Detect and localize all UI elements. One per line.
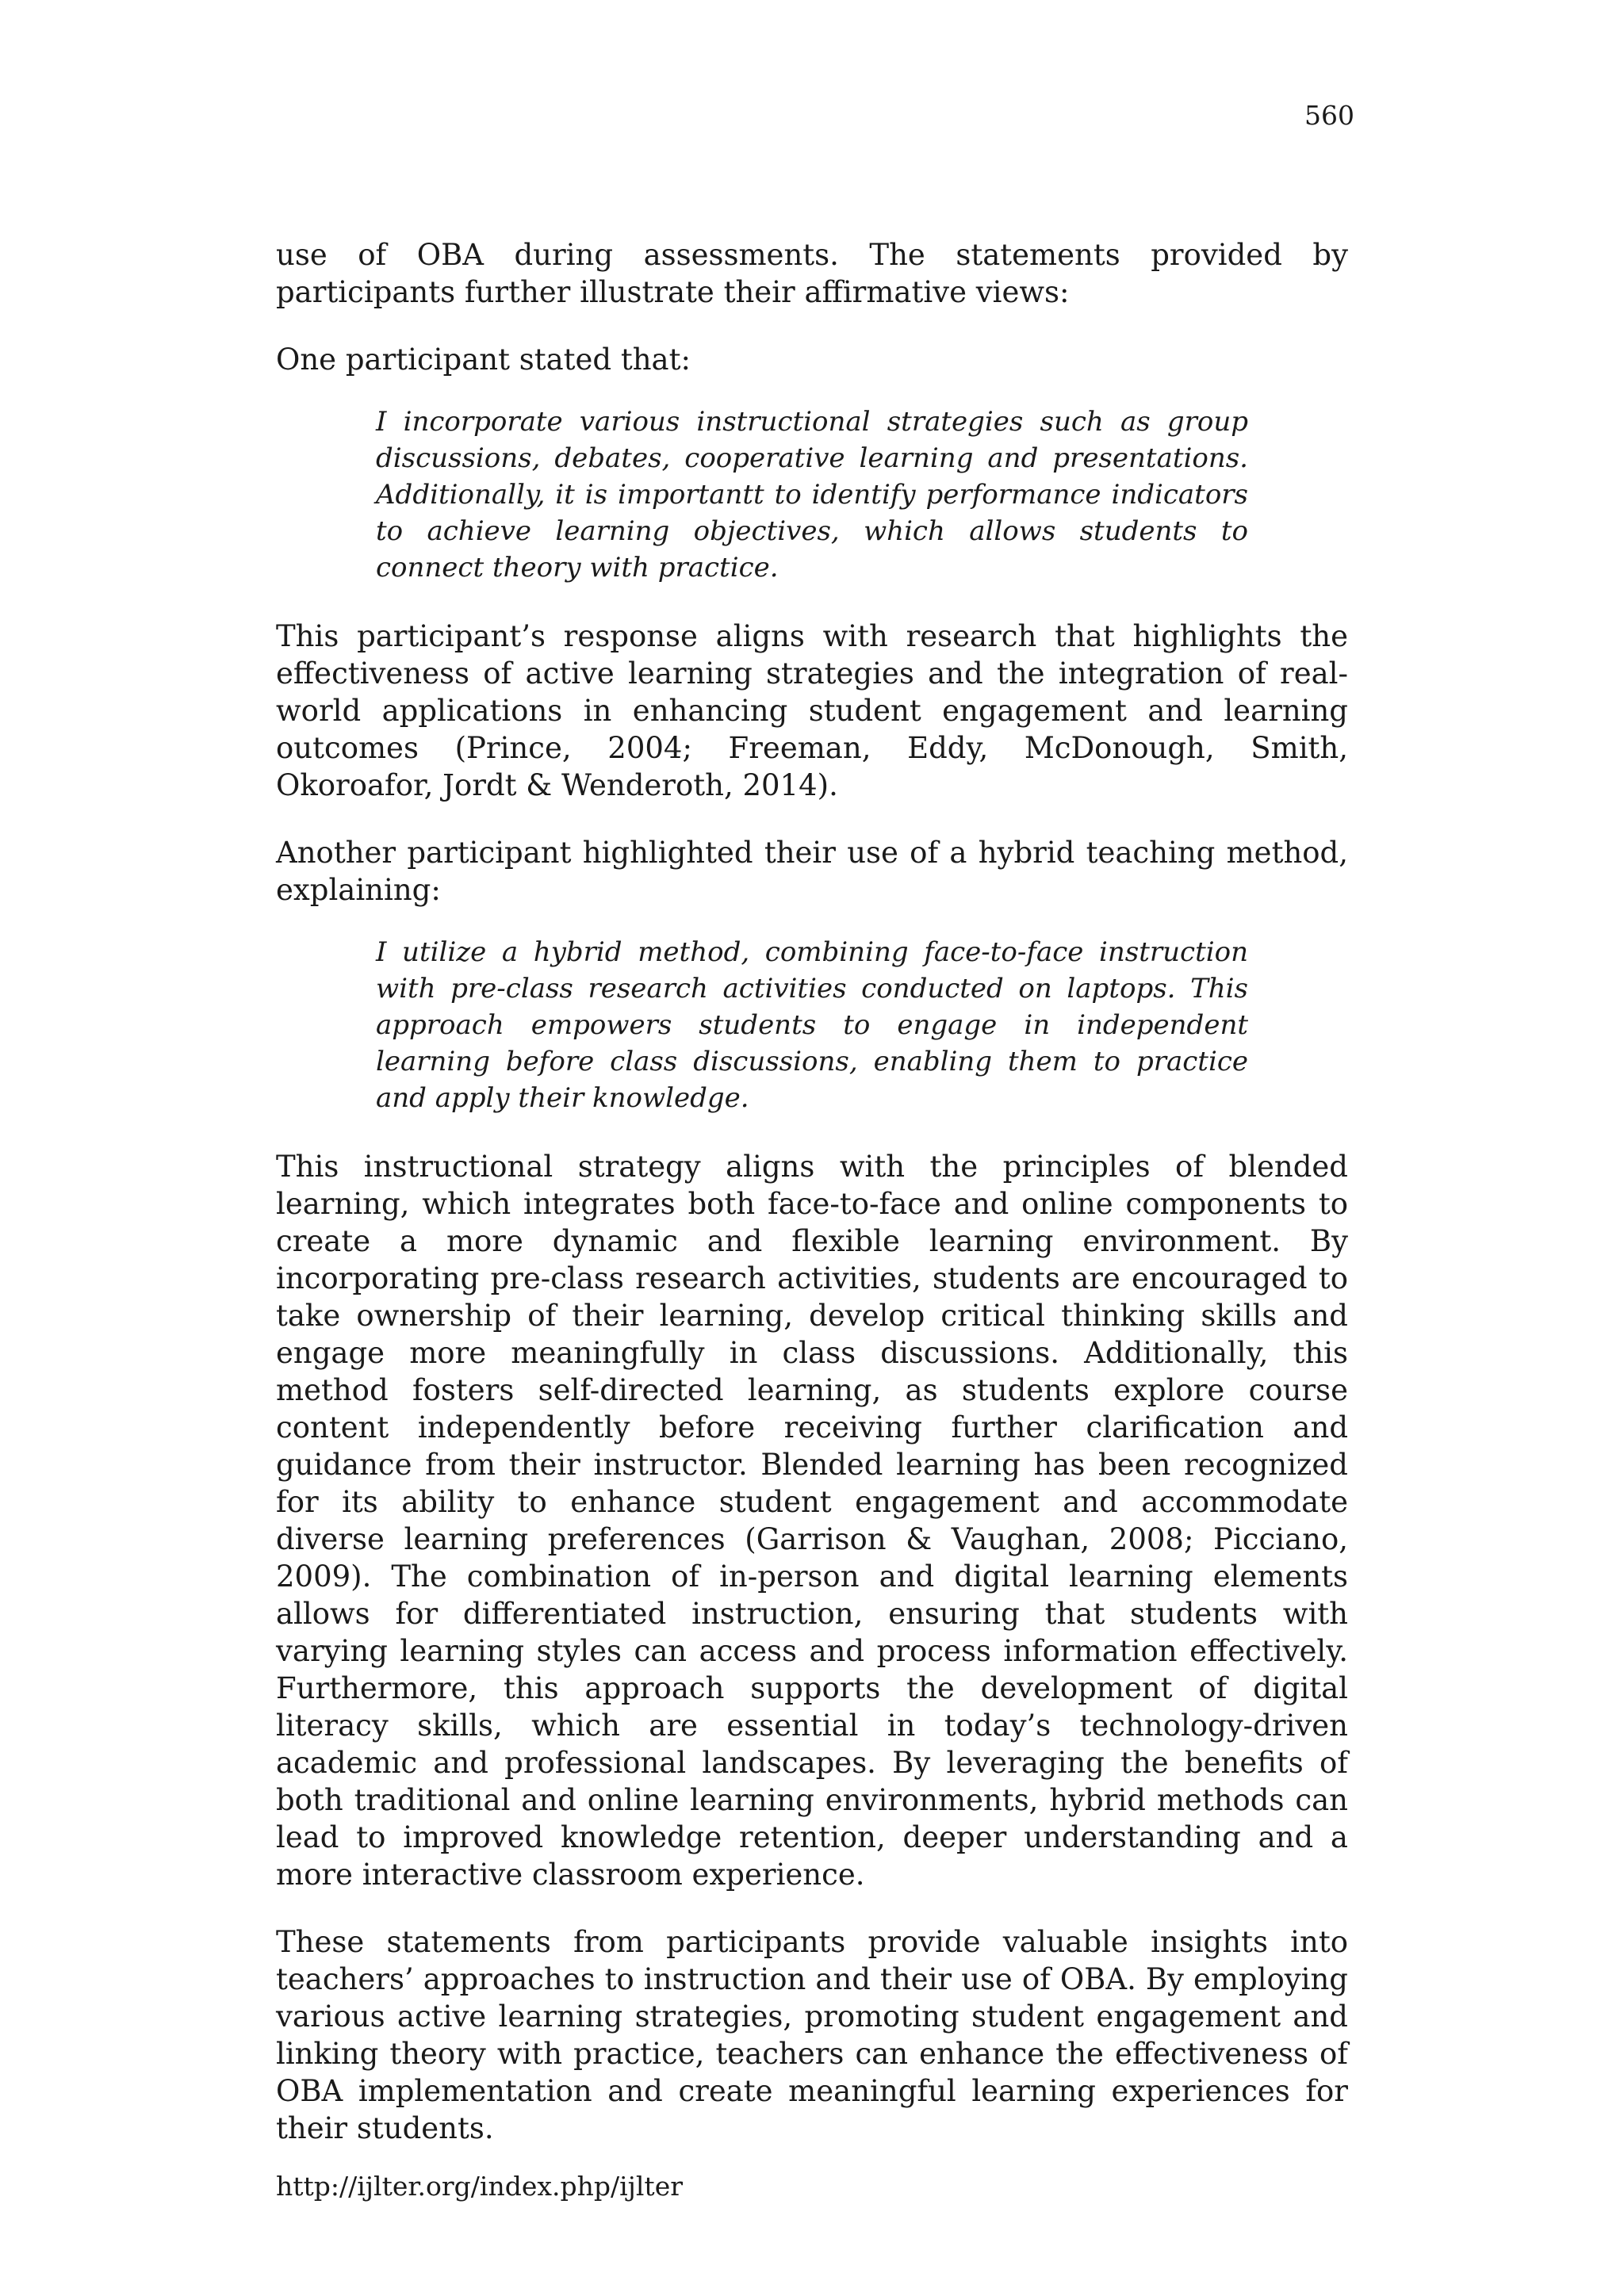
paragraph-4: Another participant highlighted their use of a hybrid teaching method, explaining:: [276, 836, 1348, 907]
paragraph-5: This instructional strategy aligns with the principles of blended learning, which integrates both face-to-face and online components to create a more dynamic and flexible learning environment. By incorporating pre-class research activities, students are encouraged to take ownership of their learning, develop critical thinking skills and engage more meaningfully in class discussions. Additionally, this method fosters self-directed learning, as students explore course content independently before receiving further clarification and guidance from their instructor. Blended learning has been recognized for its ability to enhance student engagement and accommodate diverse learning preferences (Garrison & Vaughan, 2008; Picciano, 2009). The combination of in-person and digital learning elements allows for differentiated instruction, ensuring that students with varying learning styles can access and process information effectively. Furthermore, this approach supports the development of digital literacy skills, which are essential in today’s technology-driven academic and professional landscapes. By leveraging the benefits of both traditional and online learning environments, hybrid methods can lead to improved knowledge retention, deeper understanding and a more interactive classroom experience.: [276, 1150, 1348, 1892]
block-quote-1: I incorporate various instructional strategies such as group discussions, debates, cooperative learning and presentations. Additionally, it is importantt to identify performance indicators to achieve learning objectives, which allows students to connect theory with practice.: [376, 406, 1248, 584]
paragraph-1: use of OBA during assessments. The statements provided by participants further illustrate their affirmative views:: [276, 238, 1348, 309]
page-number: 560: [1304, 100, 1354, 131]
paragraph-3: This participant’s response aligns with research that highlights the effectiveness of active learning strategies and the integration of real-world applications in enhancing student engagement and learning outcomes (Prince, 2004; Freeman, Eddy, McDonough, Smith, Okoroafor, Jordt & Wenderoth, 2014).: [276, 619, 1348, 802]
paragraph-2: One participant stated that:: [276, 342, 691, 377]
paragraph-6: These statements from participants provide valuable insights into teachers’ approaches to instruction and their use of OBA. By employing various active learning strategies, promoting student engagement and linking theory with practice, teachers can enhance the effectiveness of OBA implementation and create meaningful learning experiences for their students.: [276, 1925, 1348, 2145]
block-quote-2: I utilize a hybrid method, combining face-to-face instruction with pre-class research activities conducted on laptops. This approach empowers students to engage in independent learning before class discussions, enabling them to practice and apply their knowledge.: [376, 936, 1248, 1114]
main-text: [276, 236, 1348, 2177]
footer-url[interactable]: http://ijlter.org/index.php/ijlter: [276, 2171, 683, 2202]
